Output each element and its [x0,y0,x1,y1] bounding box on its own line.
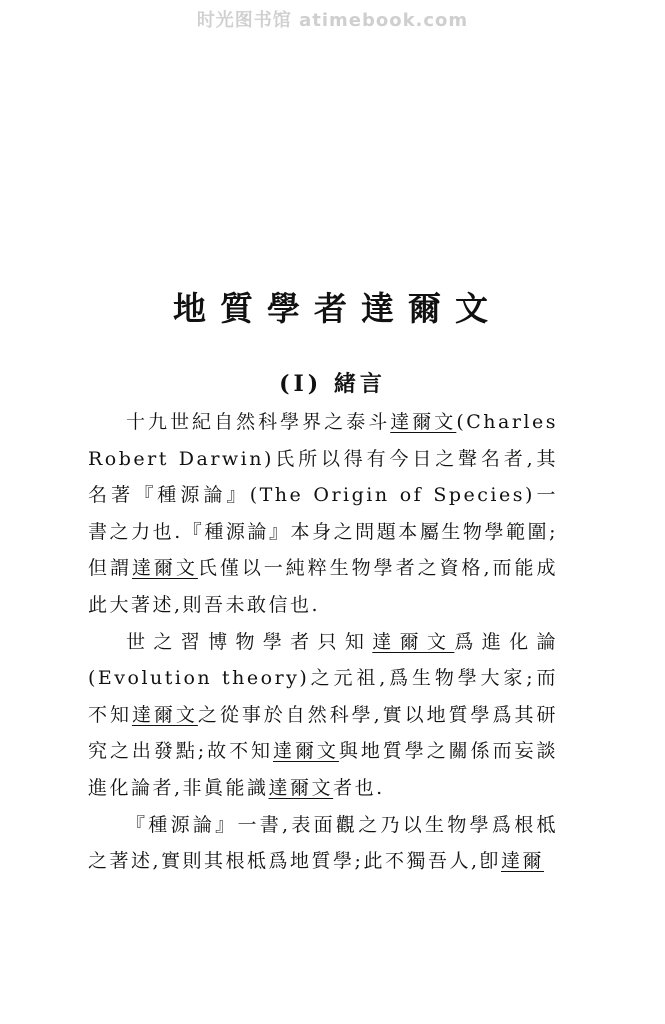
text-segment: (Charles Robert Darwin)氏所以得有今日之聲名者,其名著 [88,411,558,507]
book-title: 『種源論』 [182,520,291,543]
text-segment: 之從事於自然科學,實以地質學爲其研究之出發點;故不知 [88,703,558,763]
page-title: 地質學者達爾文 [173,289,502,328]
section-heading: (I) 緒言 [279,371,386,397]
text-segment: 氏僅以一純粹生物學者之資格,而能成此大著述,則吾未敢信也. [88,557,558,616]
underlined-name: 達爾文 [131,703,198,726]
body-text [88,404,558,880]
underlined-name: 達爾文 [372,630,455,653]
text-segment: 者也. [333,776,385,799]
text-segment: 一書,表面觀之乃以生物學爲根柢之著述,實則其根柢爲地質學;此不獨吾人,卽 [88,813,558,873]
text-segment: 爲進化論(Evolution theory)之元祖,爲生物學大家;而不知 [88,630,558,726]
book-title: 『種源論』 [134,484,250,507]
underlined-name: 達爾文 [273,740,339,763]
underlined-name: 達爾文 [268,776,334,799]
text-segment: 與地質學之關係而妄談進化論者,非眞能識 [88,740,558,799]
text-segment: 世之習博物學者只知 [126,630,373,653]
text-segment: (The Origin of Species)一書之力也. [88,484,558,543]
text-segment: 十九世紀自然科學界之泰斗 [126,411,391,433]
book-title: 『種源論』 [126,813,238,836]
paragraph-2 [88,624,558,807]
paragraph-3 [88,807,558,880]
underlined-name: 達爾文 [390,411,457,433]
watermark: 时光图书馆 atimebook.com [196,10,469,31]
text-segment: 本身之問題本屬生物學範圍;但謂 [88,520,558,580]
underlined-name: 達爾 [500,850,544,873]
underlined-name: 達爾文 [131,557,198,580]
paragraph-1 [88,404,558,624]
